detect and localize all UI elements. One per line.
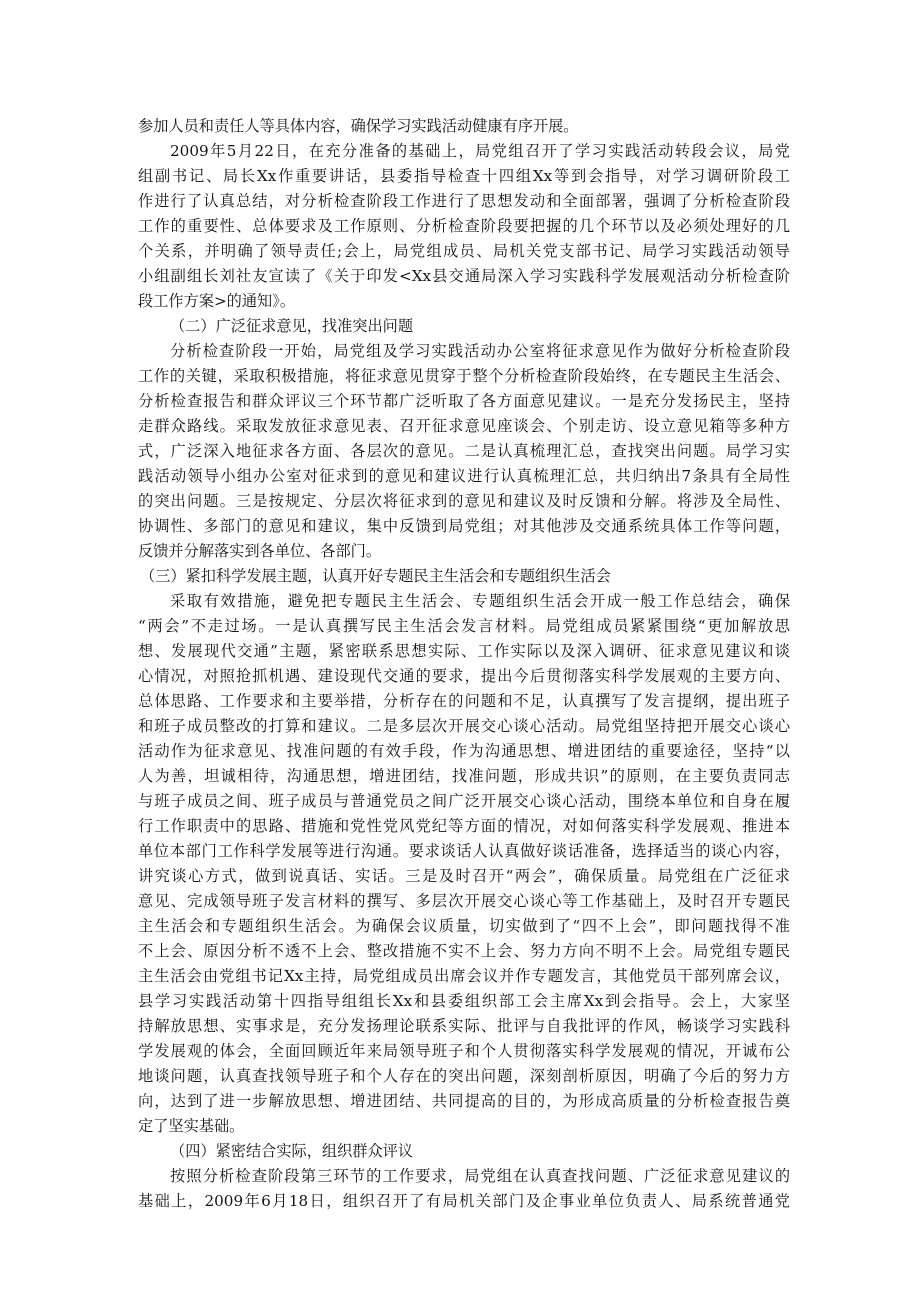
section-heading: （四）紧密结合实际，组织群众评议 xyxy=(170,1142,413,1160)
text-line: 活动作为征求意见、找准问题的有效手段，作为沟通思想、增进团结的重要途径，坚持“以 xyxy=(138,742,790,760)
text-line: 和班子成员整改的打算和建议。二是多层次开展交心谈心活动。局党组坚持把开展交心谈心 xyxy=(138,717,790,735)
text-line: 反馈并分解落实到各单位、各部门。 xyxy=(138,542,381,560)
text-line: 向，达到了进一步解放思想、增进团结、共同提高的目的，为形成高质量的分析检查报告奠 xyxy=(138,1092,790,1110)
text-line: 段工作方案>的通知》。 xyxy=(138,292,296,310)
text-line: 的突出问题。三是按规定、分层次将征求到的意见和建议及时反馈和分解。将涉及全局性、 xyxy=(138,492,790,510)
text-line: 学发展观的体会，全面回顾近年来局领导班子和个人贯彻落实科学发展观的情况，开诚布公 xyxy=(138,1042,790,1060)
section-heading: （二）广泛征求意见，找准突出问题 xyxy=(170,317,413,335)
text-line: 意见、完成领导班子发言材料的撰写、多层次开展交心谈心等工作基础上，及时召开专题民 xyxy=(138,892,790,910)
text-line: 践活动领导小组办公室对征求到的意见和建议进行认真梳理汇总，共归纳出7条具有全局性 xyxy=(138,467,790,485)
text-line: 分析检查阶段一开始，局党组及学习实践活动办公室将征求意见作为做好分析检查阶段 xyxy=(170,342,790,360)
text-line: 主生活会和专题组织生活会。为确保会议质量，切实做到了“四不上会”，即问题找得不准 xyxy=(138,917,790,935)
text-line: 主生活会由党组书记Xx主持，局党组成员出席会议并作专题发言，其他党员干部列席会议， xyxy=(138,967,790,985)
text-line: 2009年5月22日，在充分准备的基础上，局党组召开了学习实践活动转段会议，局党 xyxy=(170,142,790,160)
text-line: 式，广泛深入地征求各方面、各层次的意见。二是认真梳理汇总，查找突出问题。局学习实 xyxy=(138,442,790,460)
text-line: 工作的重要性、总体要求及工作原则、分析检查阶段要把握的几个环节以及必须处理好的几 xyxy=(138,217,790,235)
text-line: 持解放思想、实事求是，充分发扬理论联系实际、批评与自我批评的作风，畅谈学习实践科 xyxy=(138,1017,790,1035)
text-line: 不上会、原因分析不透不上会、整改措施不实不上会、努力方向不明不上会。局党组专题民 xyxy=(138,942,790,960)
text-line: 单位本部门工作科学发展等进行沟通。要求谈话人认真做好谈话准备，选择适当的谈心内容， xyxy=(138,842,790,860)
text-line: 组副书记、局长Xx作重要讲话，县委指导检查十四组Xx等到会指导，对学习调研阶段工 xyxy=(138,167,790,185)
text-line: 分析检查报告和群众评议三个环节都广泛听取了各方面意见建议。一是充分发扬民主，坚持 xyxy=(138,392,790,410)
text-line: 与班子成员之间、班子成员与普通党员之间广泛开展交心谈心活动，围绕本单位和自身在履 xyxy=(138,792,790,810)
text-line: 定了坚实基础。 xyxy=(138,1117,245,1135)
text-line: “两会”不走过场。一是认真撰写民主生活会发言材料。局党组成员紧紧围绕“更加解放思 xyxy=(138,617,790,635)
text-line: 总体思路、工作要求和主要举措，分析存在的问题和不足，认真撰写了发言提纲，提出班子 xyxy=(138,692,790,710)
text-line: 工作的关键，采取积极措施，将征求意见贯穿于整个分析检查阶段始终，在专题民主生活会、 xyxy=(138,367,790,385)
text-line: 基础上，2009年6月18日，组织召开了有局机关部门及企事业单位负责人、局系统普通党 xyxy=(138,1192,790,1210)
text-line: 讲究谈心方式，做到说真话、实话。三是及时召开“两会”，确保质量。局党组在广泛征求 xyxy=(138,867,790,885)
text-line: 协调性、多部门的意见和建议，集中反馈到局党组；对其他涉及交通系统具体工作等问题， xyxy=(138,517,790,535)
text-line: 人为善，坦诚相待，沟通思想，增进团结，找准问题，形成共识”的原则，在主要负责同志 xyxy=(138,767,790,785)
text-line: 地谈问题，认真查找领导班子和个人存在的突出问题，深刻剖析原因，明确了今后的努力方 xyxy=(138,1067,790,1085)
text-line: 作进行了认真总结，对分析检查阶段工作进行了思想发动和全面部署，强调了分析检查阶段 xyxy=(138,192,790,210)
text-line: 行工作职责中的思路、措施和党性党风党纪等方面的情况，对如何落实科学发展观、推进本 xyxy=(138,817,790,835)
text-line: 小组副组长刘社友宣读了《关于印发<Xx县交通局深入学习实践科学发展观活动分析检查阶 xyxy=(138,267,790,285)
text-line: 想、发展现代交通”主题，紧密联系思想实际、工作实际以及深入调研、征求意见建议和谈 xyxy=(138,642,790,660)
text-line: 心情况，对照抢抓机遇、建设现代交通的要求，提出今后贯彻落实科学发展观的主要方向、 xyxy=(138,667,790,685)
text-line: 参加人员和责任人等具体内容，确保学习实践活动健康有序开展。 xyxy=(138,117,579,135)
text-line: 按照分析检查阶段第三环节的工作要求，局党组在认真查找问题、广泛征求意见建议的 xyxy=(170,1167,790,1185)
text-line: 县学习实践活动第十四指导组组长Xx和县委组织部工会主席Xx到会指导。会上，大家坚 xyxy=(138,992,790,1010)
text-line: 走群众路线。采取发放征求意见表、召开征求意见座谈会、个别走访、设立意见箱等多种方 xyxy=(138,417,790,435)
text-line: 采取有效措施，避免把专题民主生活会、专题组织生活会开成一般工作总结会，确保 xyxy=(170,592,790,610)
text-line: 个关系，并明确了领导责任;会上，局党组成员、局机关党支部书记、局学习实践活动领导 xyxy=(138,242,790,260)
section-heading: （三）紧扣科学发展主题，认真开好专题民主生活会和专题组织生活会 xyxy=(140,567,611,585)
